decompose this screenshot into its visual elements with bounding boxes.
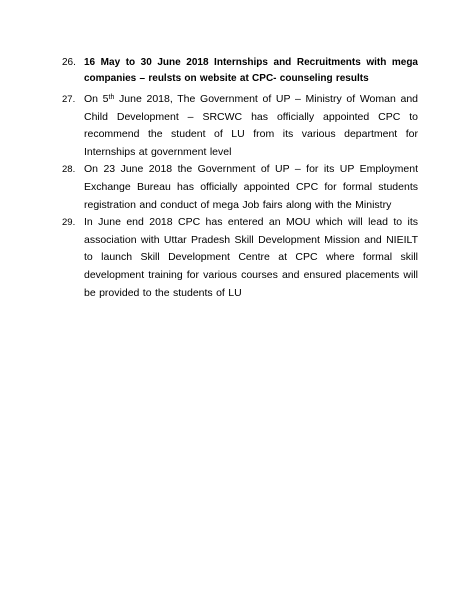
ordinal-superscript: th [108, 94, 115, 101]
list-item-28 [62, 161, 418, 214]
list-item-text: In June end 2018 CPC has entered an MOU which will lead to its association with Uttar Pradesh Skill Development Mission and NIEILT to launch Skill Development Centre at CPC where formal skill development training for various courses and ensured placements will be provided to the students of LU [84, 216, 418, 299]
list-item-29 [62, 214, 418, 302]
list-number: 28. [62, 164, 76, 176]
list-number: 26. [62, 57, 76, 68]
list-number: 27. [62, 94, 76, 105]
list-number: 29. [62, 217, 76, 229]
numbered-list [62, 55, 418, 302]
list-item-27 [62, 91, 418, 161]
list-item-text: On 23 June 2018 the Government of UP – for its UP Employment Exchange Bureau has officially appointed CPC for formal students registration and conduct of mega Job fairs along with the Ministry [84, 163, 418, 211]
list-item-text-rest: June 2018, The Government of UP – Ministry of Woman and Child Development – SRCWC has officially appointed CPC to recommend the student of LU from its various department for Internships at government level [84, 93, 419, 158]
list-item-text-start: On 5 [84, 93, 109, 105]
list-item-26 [62, 55, 418, 87]
list-item-text: 16 May to 30 June 2018 Internships and Recruitments with mega companies – reulsts on website at CPC- counseling results [84, 57, 418, 84]
